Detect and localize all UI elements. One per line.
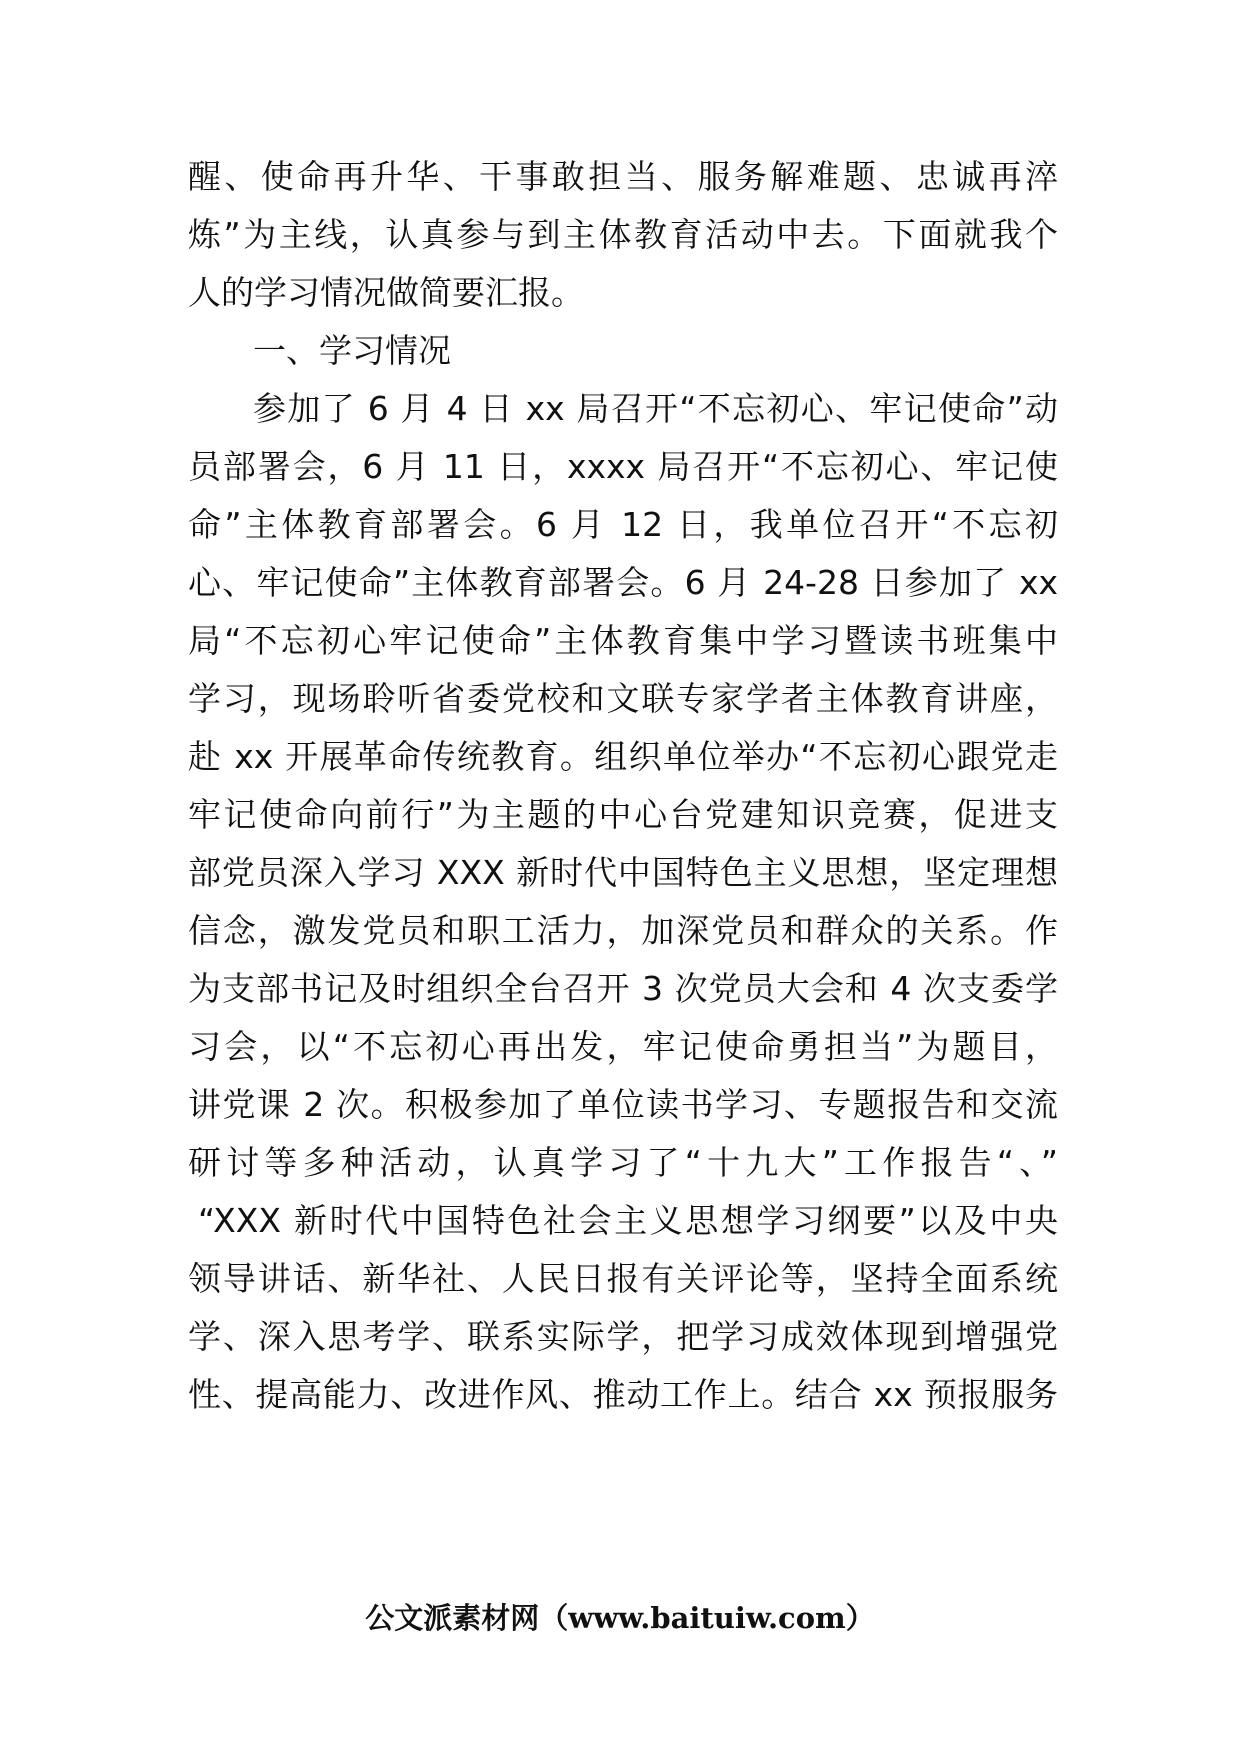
body-line: 牢记使命向前行”为主题的中心台党建知识竞赛，促进支 — [188, 795, 1058, 834]
body-line: 炼”为主线，认真参与到主体教育活动中去。下面就我个 — [188, 215, 1058, 254]
body-line: 为支部书记及时组织全台召开 3 次党员大会和 4 次支委学 — [188, 969, 1058, 1008]
body-line: 心、牢记使命”主体教育部署会。6 月 24-28 日参加了 xx — [188, 563, 1058, 602]
body-line: 赴 xx 开展革命传统教育。组织单位举办“不忘初心跟党走 — [188, 737, 1058, 776]
body-line: 学、深入思考学、联系实际学，把学习成效体现到增强党 — [188, 1317, 1058, 1356]
footer-watermark: 公文派素材网（www.baituiw.com） — [365, 1601, 875, 1635]
body-line: 信念，激发党员和职工活力，加深党员和群众的关系。作 — [188, 911, 1058, 950]
body-line: 人的学习情况做简要汇报。 — [188, 273, 584, 312]
body-line: 领导讲话、新华社、人民日报有关评论等，坚持全面系统 — [188, 1259, 1058, 1298]
body-line: 命”主体教育部署会。6 月 12 日，我单位召开“不忘初 — [188, 505, 1058, 544]
body-line: 性、提高能力、改进作风、推动工作上。结合 xx 预报服务 — [188, 1375, 1058, 1414]
body-line: “XXX 新时代中国特色社会主义思想学习纲要”以及中央 — [198, 1201, 1058, 1240]
body-line: 醒、使命再升华、干事敢担当、服务解难题、忠诚再淬 — [188, 157, 1058, 196]
body-line: 习会，以“不忘初心再出发，牢记使命勇担当”为题目， — [188, 1027, 1058, 1066]
body-line: 员部署会，6 月 11 日，xxxx 局召开“不忘初心、牢记使 — [188, 447, 1058, 486]
body-line: 研讨等多种活动，认真学习了“十九大”工作报告“、” — [188, 1143, 1058, 1182]
body-line: 讲党课 2 次。积极参加了单位读书学习、专题报告和交流 — [188, 1085, 1058, 1124]
body-line: 部党员深入学习 XXX 新时代中国特色主义思想，坚定理想 — [188, 853, 1058, 892]
section-heading: 一、学习情况 — [253, 331, 451, 370]
body-line: 局“不忘初心牢记使命”主体教育集中学习暨读书班集中 — [188, 621, 1058, 660]
body-line: 学习，现场聆听省委党校和文联专家学者主体教育讲座， — [188, 679, 1058, 718]
body-line: 参加了 6 月 4 日 xx 局召开“不忘初心、牢记使命”动 — [253, 389, 1058, 428]
